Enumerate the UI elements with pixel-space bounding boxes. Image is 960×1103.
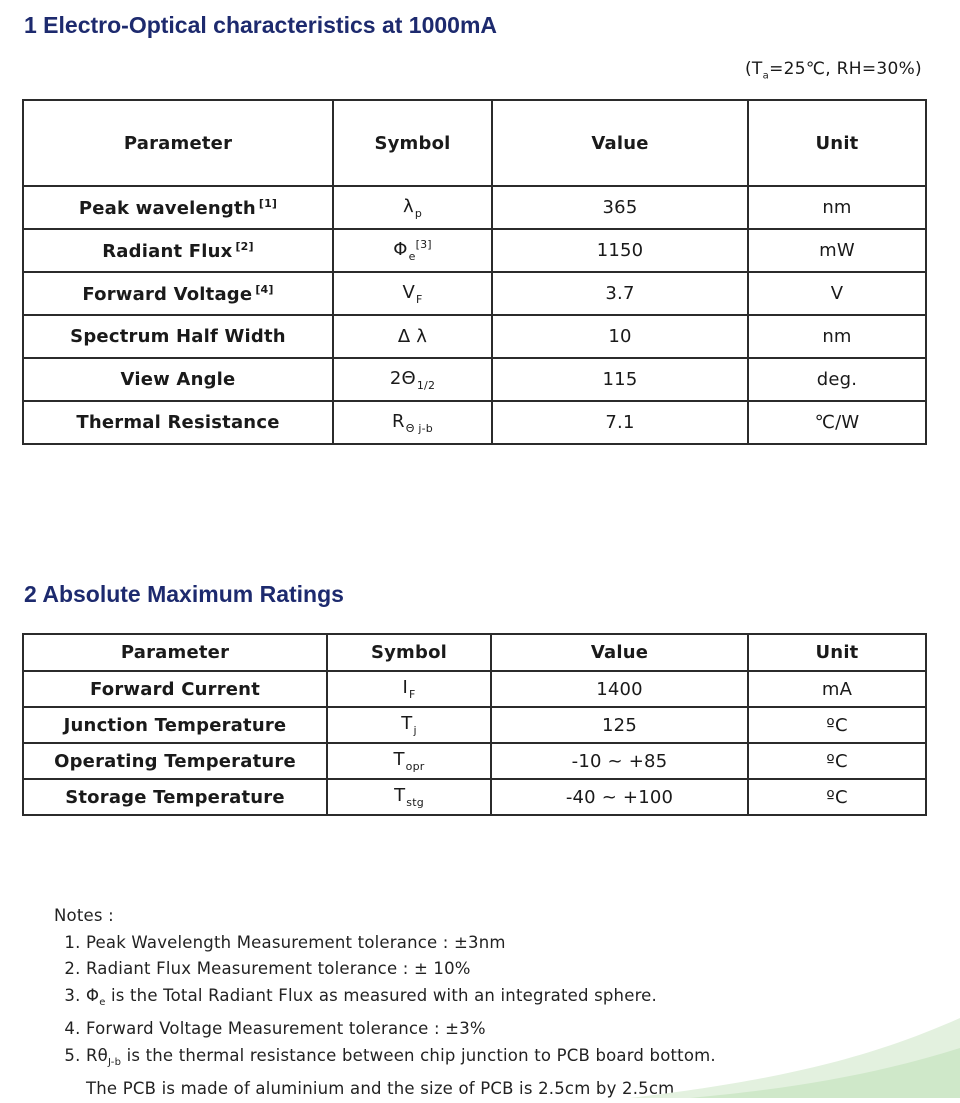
table-row — [23, 779, 926, 815]
note-item — [86, 983, 716, 1017]
note-symbol-subscript: J-b — [107, 1056, 122, 1068]
cell-symbol — [327, 779, 491, 815]
corner-decoration — [630, 1018, 960, 1098]
symbol-subscript: F — [415, 292, 423, 306]
notes-list — [54, 930, 716, 1103]
symbol-main: T — [401, 713, 413, 734]
note-text: is the thermal resistance between chip junction to PCB board bottom. — [121, 1045, 716, 1065]
table-row — [23, 401, 926, 444]
table-row — [23, 229, 926, 272]
header-symbol: Symbol — [333, 100, 492, 186]
note-item — [86, 1016, 716, 1043]
parameter-label: Spectrum Half Width — [70, 326, 286, 347]
parameter-label: View Angle — [120, 369, 236, 390]
cell-value: 125 — [491, 707, 748, 743]
symbol-main: R — [392, 410, 405, 432]
notes-heading: Notes : — [54, 906, 114, 925]
symbol-subscript: opr — [405, 760, 425, 773]
cell-value: -40 ~ +100 — [491, 779, 748, 815]
note-text: is the Total Radiant Flux as measured with an integrated sphere. — [105, 985, 657, 1005]
symbol-subscript: stg — [406, 796, 424, 809]
note-text: Peak Wavelength Measurement tolerance : ±3nm — [86, 932, 506, 952]
notes-block — [54, 903, 716, 1103]
symbol-main: 2Θ — [389, 367, 416, 389]
header-parameter: Parameter — [23, 100, 333, 186]
header-parameter: Parameter — [23, 634, 327, 671]
cell-unit: V — [748, 272, 926, 315]
cell-unit: ºC — [748, 743, 926, 779]
header-symbol: Symbol — [327, 634, 491, 671]
cell-symbol — [327, 743, 491, 779]
parameter-label: Forward Voltage — [82, 283, 253, 305]
table-header-row — [23, 100, 926, 186]
cell-unit: nm — [748, 315, 926, 358]
cell-symbol — [327, 707, 491, 743]
symbol-main: Φ — [393, 239, 408, 260]
symbol-subscript: F — [408, 688, 416, 701]
absolute-max-ratings-table — [22, 633, 927, 816]
cell-symbol — [333, 186, 492, 229]
cell-value: 10 — [492, 315, 748, 358]
note-item — [86, 930, 716, 957]
parameter-label: Radiant Flux — [102, 240, 233, 262]
section-title-absolute-max: 2 Absolute Maximum Ratings — [24, 581, 344, 607]
cell-value: 1400 — [491, 671, 748, 707]
note-text: Forward Voltage Measurement tolerance : ±3% — [86, 1019, 486, 1038]
note-continuation: The PCB is made of aluminium and the size of PCB is 2.5cm by 2.5cm — [86, 1079, 675, 1098]
note-text: Radiant Flux Measurement tolerance : ± 10% — [86, 959, 471, 978]
parameter-label: Peak wavelength — [78, 197, 256, 219]
cell-parameter: Storage Temperature — [23, 779, 327, 815]
cell-unit: ℃/W — [748, 401, 926, 444]
footnote-ref: [1] — [258, 196, 278, 210]
symbol-subscript: j — [413, 724, 417, 737]
note-symbol: Φ — [86, 985, 100, 1005]
table-row — [23, 315, 926, 358]
cell-parameter — [23, 229, 333, 272]
cell-parameter: Junction Temperature — [23, 707, 327, 743]
cell-value: 7.1 — [492, 401, 748, 444]
cell-parameter — [23, 186, 333, 229]
cell-parameter — [23, 401, 333, 444]
symbol-superscript: [3] — [415, 238, 432, 251]
symbol-main: Δ λ — [397, 326, 428, 347]
symbol-main: V — [402, 281, 415, 303]
electro-optical-table — [22, 99, 927, 445]
cell-unit: nm — [748, 186, 926, 229]
symbol-main: λ — [402, 195, 414, 217]
cell-symbol — [333, 272, 492, 315]
symbol-subscript: Θ j-b — [405, 421, 433, 435]
note-symbol-subscript: e — [99, 996, 106, 1008]
symbol-subscript: 1/2 — [416, 378, 436, 392]
symbol-subscript: e — [408, 250, 416, 263]
note-symbol: Rθ — [86, 1045, 108, 1065]
header-unit: Unit — [748, 100, 926, 186]
test-conditions: ($T_a=25℃$, RH=30%) — [745, 59, 922, 82]
cell-symbol — [327, 671, 491, 707]
cell-unit: mW — [748, 229, 926, 272]
cell-parameter — [23, 358, 333, 401]
cell-value: 3.7 — [492, 272, 748, 315]
footnote-ref: [4] — [255, 282, 274, 296]
cell-parameter: Operating Temperature — [23, 743, 327, 779]
cell-value: 115 — [492, 358, 748, 401]
header-unit: Unit — [748, 634, 926, 671]
header-value: Value — [492, 100, 748, 186]
note-item — [86, 1043, 716, 1103]
table-row — [23, 358, 926, 401]
symbol-main: I — [402, 677, 408, 698]
symbol-main: T — [394, 785, 406, 806]
cell-value: 365 — [492, 186, 748, 229]
cell-symbol — [333, 229, 492, 272]
table-row — [23, 186, 926, 229]
cell-value: 1150 — [492, 229, 748, 272]
cell-symbol — [333, 358, 492, 401]
table-header-row — [23, 634, 926, 671]
cell-value: -10 ~ +85 — [491, 743, 748, 779]
parameter-label: Thermal Resistance — [76, 412, 280, 433]
cell-parameter — [23, 272, 333, 315]
table-row — [23, 743, 926, 779]
cell-parameter — [23, 315, 333, 358]
symbol-subscript: p — [414, 206, 423, 220]
cell-symbol — [333, 315, 492, 358]
cell-unit: ºC — [748, 779, 926, 815]
cell-unit: ºC — [748, 707, 926, 743]
symbol-main: T — [393, 749, 405, 770]
cell-parameter: Forward Current — [23, 671, 327, 707]
header-value: Value — [491, 634, 748, 671]
footnote-ref: [2] — [235, 239, 254, 253]
section-title-electro-optical: 1 Electro-Optical characteristics at 1000mA — [24, 12, 498, 38]
table-row — [23, 272, 926, 315]
cell-symbol — [333, 401, 492, 444]
cell-unit: deg. — [748, 358, 926, 401]
table-row — [23, 671, 926, 707]
cell-unit: mA — [748, 671, 926, 707]
table-row — [23, 707, 926, 743]
note-item — [86, 956, 716, 983]
